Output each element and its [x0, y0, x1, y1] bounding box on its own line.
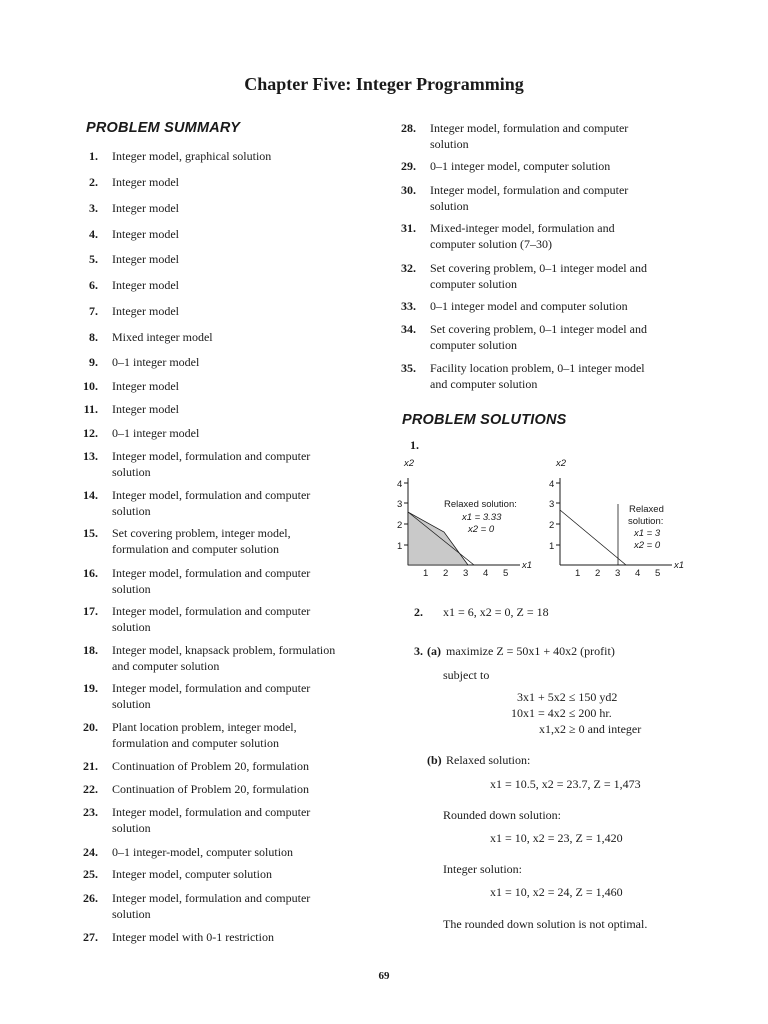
y-ticks	[397, 479, 408, 552]
problem-number: 18.	[83, 643, 98, 657]
x-ticks	[575, 568, 660, 579]
feasible-region	[408, 512, 468, 565]
problem-number: 21.	[83, 759, 98, 773]
problem-number: 31.	[401, 221, 416, 235]
y-axis-label: x2	[404, 458, 415, 469]
solution-3-part-a: (a)	[427, 644, 441, 658]
x-tick-label: 4	[483, 568, 489, 579]
y-tick-label: 3	[397, 499, 403, 510]
problem-description: computer solution	[430, 337, 517, 352]
solution-1-graph-right	[542, 452, 692, 582]
problem-description: Integer model, formulation and computer	[112, 891, 311, 905]
problem-number: 6.	[89, 278, 98, 292]
problem-description: Integer model	[112, 402, 179, 416]
problem-description: Integer model, graphical solution	[112, 149, 272, 163]
relaxed-solution-note: solution:	[628, 516, 664, 527]
problem-description: Integer model	[112, 278, 179, 292]
problem-number: 22.	[83, 782, 98, 796]
relaxed-solution-x2: x2 = 0	[468, 524, 495, 535]
problem-number: 13.	[83, 449, 98, 463]
problem-description: Mixed-integer model, formulation and	[430, 221, 615, 235]
problem-description: solution	[112, 820, 151, 835]
problem-number: 33.	[401, 299, 416, 313]
problem-number: 3.	[89, 201, 98, 215]
y-tick-label: 2	[397, 520, 403, 531]
problem-description: Facility location problem, 0–1 integer model	[430, 361, 645, 375]
problem-description: Integer model, formulation and computer	[112, 681, 311, 695]
problem-description: solution	[112, 619, 151, 634]
problem-description: 0–1 integer model, computer solution	[430, 159, 611, 173]
problem-description: Integer model	[112, 379, 179, 393]
constraint-2: 10x1 = 4x2 ≤ 200 hr.	[511, 706, 612, 720]
problem-description: 0–1 integer model and computer solution	[430, 299, 628, 313]
problem-solutions-heading: PROBLEM SOLUTIONS	[402, 412, 567, 428]
rounded-solution-values: x1 = 10, x2 = 23, Z = 1,420	[490, 831, 623, 845]
x-tick-label: 3	[463, 568, 469, 579]
problem-number: 9.	[89, 355, 98, 369]
x-tick-label: 5	[503, 568, 509, 579]
solution-1-number: 1.	[410, 438, 419, 452]
constraint-1: 3x1 + 5x2 ≤ 150 yd2	[517, 690, 618, 704]
problem-description: solution	[112, 696, 151, 711]
problem-description: Integer model	[112, 304, 179, 318]
page-title: Chapter Five: Integer Programming	[244, 74, 524, 94]
problem-description: 0–1 integer-model, computer solution	[112, 845, 294, 859]
problem-number: 26.	[83, 891, 98, 905]
problem-number: 34.	[401, 322, 416, 336]
problem-number: 15.	[83, 526, 98, 540]
problem-description: Integer model, formulation and computer	[112, 805, 311, 819]
problem-number: 32.	[401, 261, 416, 275]
problem-description: Integer model	[112, 201, 179, 215]
y-ticks	[549, 479, 560, 552]
problem-number: 10.	[83, 379, 98, 393]
problem-description: Continuation of Problem 20, formulation	[112, 782, 309, 796]
problem-number: 19.	[83, 681, 98, 695]
problem-description: Integer model, formulation and computer	[112, 488, 311, 502]
problem-description: solution	[112, 906, 151, 921]
problem-description: Set covering problem, 0–1 integer model and	[430, 322, 647, 336]
problem-description: Integer model, formulation and computer	[112, 566, 311, 580]
problem-number: 27.	[83, 930, 98, 944]
x-tick-label: 3	[615, 568, 621, 579]
x-tick-label: 1	[423, 568, 429, 579]
problem-number: 28.	[401, 121, 416, 135]
solution-2-number: 2.	[414, 605, 423, 619]
x-axis-label: x1	[522, 560, 533, 571]
relaxed-solution-x1: x1 = 3	[634, 528, 661, 539]
problem-description: Integer model, formulation and computer	[430, 183, 629, 197]
problem-description: Integer model, formulation and computer	[112, 604, 311, 618]
problem-description: solution	[430, 198, 469, 213]
problem-description: solution	[112, 503, 151, 518]
problem-description: Integer model	[112, 252, 179, 266]
y-tick-label: 1	[549, 541, 555, 552]
problem-number: 12.	[83, 426, 98, 440]
problem-number: 1.	[89, 149, 98, 163]
problem-number: 30.	[401, 183, 416, 197]
solution-3-part-b: (b)	[427, 753, 442, 767]
problem-number: 35.	[401, 361, 416, 375]
problem-description: formulation and computer solution	[112, 541, 279, 556]
problem-number: 16.	[83, 566, 98, 580]
x-tick-label: 2	[595, 568, 601, 579]
subject-to: subject to	[443, 668, 490, 682]
y-tick-label: 1	[397, 541, 403, 552]
problem-description: and computer solution	[112, 658, 220, 673]
solution-3-number: 3.	[414, 644, 423, 658]
relaxed-solution-label: Relaxed solution:	[446, 753, 531, 767]
relaxed-solution-note: Relaxed solution:	[444, 499, 517, 510]
problem-description: 0–1 integer model	[112, 426, 200, 440]
problem-description: Integer model, formulation and computer	[430, 121, 629, 135]
x-tick-label: 4	[635, 568, 641, 579]
relaxed-solution-values: x1 = 10.5, x2 = 23.7, Z = 1,473	[490, 777, 641, 791]
problem-description: formulation and computer solution	[112, 735, 279, 750]
solution-3-conclusion: The rounded down solution is not optimal.	[443, 917, 648, 931]
solution-1-graph-left	[390, 452, 540, 582]
problem-description: computer solution	[430, 276, 517, 291]
rounded-solution-label: Rounded down solution:	[443, 808, 562, 822]
problem-number: 25.	[83, 867, 98, 881]
y-tick-label: 3	[549, 499, 555, 510]
y-tick-label: 4	[397, 479, 403, 490]
problem-number: 8.	[89, 330, 98, 344]
y-tick-label: 4	[549, 479, 555, 490]
problem-number: 5.	[89, 252, 98, 266]
problem-number: 29.	[401, 159, 416, 173]
problem-summary-heading: PROBLEM SUMMARY	[86, 120, 241, 136]
problem-number: 23.	[83, 805, 98, 819]
problem-description: Integer model, knapsack problem, formulation	[112, 643, 336, 657]
problem-description: and computer solution	[430, 376, 538, 391]
problem-description: Integer model	[112, 227, 179, 241]
problem-description: Integer model, computer solution	[112, 867, 272, 881]
y-axis-label: x2	[556, 458, 567, 469]
problem-description: Mixed integer model	[112, 330, 213, 344]
problem-description: Integer model with 0-1 restriction	[112, 930, 274, 944]
problem-number: 2.	[89, 175, 98, 189]
problem-description: Integer model	[112, 175, 179, 189]
x-tick-label: 1	[575, 568, 581, 579]
problem-number: 11.	[83, 402, 98, 416]
constraint-line	[560, 510, 626, 565]
page-number: 69	[378, 970, 390, 982]
problem-number: 4.	[89, 227, 98, 241]
problem-description: Set covering problem, integer model,	[112, 526, 291, 540]
x-axis-label: x1	[674, 560, 685, 571]
problem-number: 7.	[89, 304, 98, 318]
problem-description: solution	[112, 581, 151, 596]
objective-function: maximize Z = 50x1 + 40x2 (profit)	[446, 644, 615, 658]
problem-description: solution	[430, 136, 469, 151]
problem-description: 0–1 integer model	[112, 355, 200, 369]
problem-description: computer solution (7–30)	[430, 236, 552, 251]
integer-solution-label: Integer solution:	[443, 862, 522, 876]
relaxed-solution-note: Relaxed	[629, 504, 664, 515]
relaxed-solution-x2: x2 = 0	[634, 540, 661, 551]
x-tick-label: 5	[655, 568, 661, 579]
problem-number: 24.	[83, 845, 98, 859]
solution-2-text: x1 = 6, x2 = 0, Z = 18	[443, 605, 549, 619]
integer-solution-values: x1 = 10, x2 = 24, Z = 1,460	[490, 885, 623, 899]
problem-description: Continuation of Problem 20, formulation	[112, 759, 309, 773]
y-tick-label: 2	[549, 520, 555, 531]
x-ticks	[423, 568, 508, 579]
problem-description: Integer model, formulation and computer	[112, 449, 311, 463]
problem-description: Plant location problem, integer model,	[112, 720, 297, 734]
problem-description: solution	[112, 464, 151, 479]
problem-number: 17.	[83, 604, 98, 618]
problem-number: 20.	[83, 720, 98, 734]
relaxed-solution-x1: x1 = 3.33	[462, 512, 502, 523]
problem-description: Set covering problem, 0–1 integer model and	[430, 261, 647, 275]
constraint-3: x1,x2 ≥ 0 and integer	[539, 722, 642, 736]
problem-number: 14.	[83, 488, 98, 502]
x-tick-label: 2	[443, 568, 449, 579]
